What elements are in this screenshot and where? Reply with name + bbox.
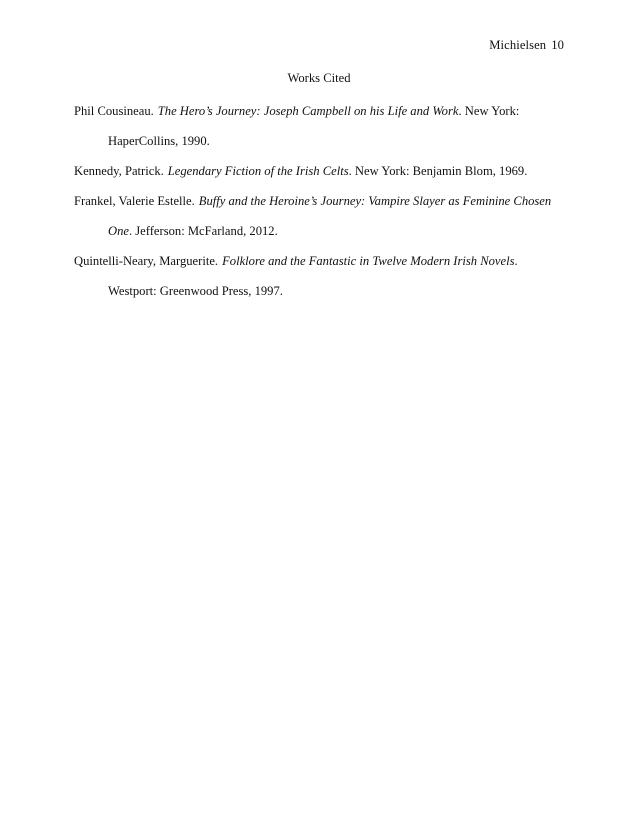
citation-publication: .	[514, 254, 518, 268]
citation-publication: . Jefferson: McFarland, 2012.	[128, 224, 278, 238]
citation-entry	[74, 253, 574, 313]
citation-continuation-line	[74, 223, 574, 253]
citation-title: One	[108, 224, 129, 238]
citation-publication: HaperCollins, 1990.	[108, 134, 210, 148]
citation-author: Quintelli-Neary, Marguerite.	[74, 254, 219, 268]
citation-publication: Westport: Greenwood Press, 1997.	[108, 284, 283, 298]
citation-author: Frankel, Valerie Estelle.	[74, 194, 195, 208]
running-header	[489, 38, 564, 53]
citation-line	[74, 253, 574, 283]
citation-entry	[74, 103, 574, 163]
citation-author: Phil Cousineau.	[74, 104, 154, 118]
citation-title: The Hero’s Journey: Joseph Campbell on his Life and Work	[157, 104, 459, 118]
page-number: 10	[551, 38, 564, 52]
works-cited-heading: Works Cited	[287, 71, 351, 85]
works-cited-list	[74, 103, 574, 313]
citation-line	[74, 163, 574, 193]
header-author: Michielsen	[489, 38, 547, 52]
citation-publication: . New York:	[458, 104, 520, 118]
citation-title: Buffy and the Heroine’s Journey: Vampire Slayer as Feminine Chosen	[198, 194, 552, 208]
citation-entry	[74, 163, 574, 193]
citation-line	[74, 103, 574, 133]
citation-publication: . New York: Benjamin Blom, 1969.	[348, 164, 528, 178]
citation-title: Legendary Fiction of the Irish Celts	[167, 164, 349, 178]
citation-title: Folklore and the Fantastic in Twelve Modern Irish Novels	[222, 254, 515, 268]
citation-line	[74, 193, 574, 223]
citation-continuation-line	[74, 133, 574, 163]
citation-entry	[74, 193, 574, 253]
citation-continuation-line	[74, 283, 574, 313]
citation-author: Kennedy, Patrick.	[74, 164, 164, 178]
